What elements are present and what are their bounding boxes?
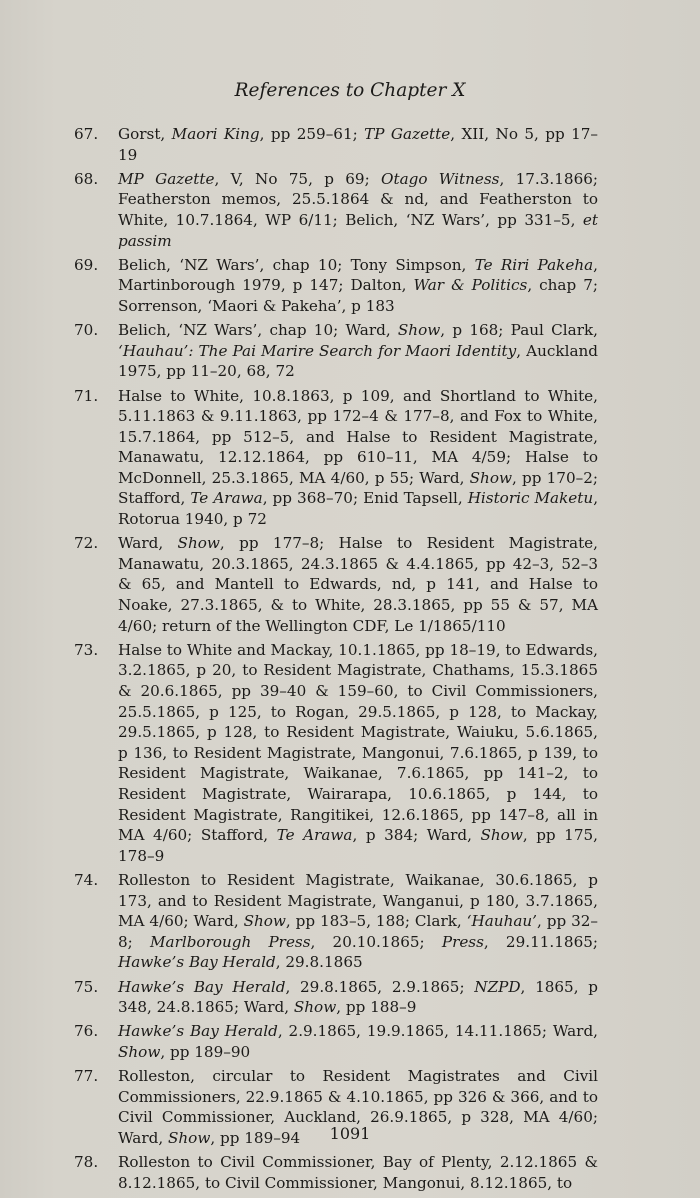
reference-text xyxy=(118,320,598,382)
reference-item xyxy=(74,640,598,867)
reference-number: 70. xyxy=(74,321,99,340)
reference-item xyxy=(74,977,598,1018)
reference-segment: , Auckland 1975, pp 11–20, 68, 72 xyxy=(118,341,598,381)
reference-segment: , 29.11.1865; xyxy=(483,932,599,951)
reference-text xyxy=(118,124,598,165)
italic-title: Historic Maketu xyxy=(467,489,594,508)
reference-number: 74. xyxy=(74,870,99,889)
reference-segment: , pp 32–8; xyxy=(118,912,598,951)
italic-title: ‘Hauhau’ xyxy=(466,912,538,931)
reference-text xyxy=(118,255,598,317)
reference-item xyxy=(74,870,598,973)
reference-segment: , 17.3.1866; Featherston memos, 25.5.1864 & nd, and Featherston to White, 10.7.1864, WP 6/11; Belich, ‘NZ Wars’, pp 331–5, xyxy=(118,169,599,229)
reference-number: 67. xyxy=(74,125,99,143)
italic-title: Te Arawa xyxy=(190,489,263,508)
italic-title: ‘Hauhau’: The Pai Marire Search for Maori Identity xyxy=(118,341,517,360)
reference-segment: Gorst, xyxy=(118,125,172,143)
reference-segment: , p 384; Ward, xyxy=(352,826,481,845)
reference-number: 73. xyxy=(74,640,99,659)
reference-segment: , 29.8.1865 xyxy=(275,953,363,972)
reference-item xyxy=(74,124,598,165)
reference-segment: Halse to White, 10.8.1863, p 109, and Shortland to White, 5.11.1863 & 9.11.1863, pp 172–4 & 177–8, and Fox to White, 15.7.1864, pp 512–5, and Halse to Resident Magistrate, Manawatu, 12.12.1864, pp 610–11, MA 4/59; Halse to McDonnell, 25.3.1865, MA 4/60, p 55; Ward, xyxy=(118,386,598,487)
italic-title: War & Politics xyxy=(413,276,528,295)
reference-text xyxy=(118,977,598,1018)
italic-title: MP Gazette xyxy=(118,169,215,188)
reference-text xyxy=(118,870,598,973)
italic-title: Press xyxy=(441,932,484,951)
italic-title: TP Gazette xyxy=(364,125,451,143)
italic-title: Te Riri Pakeha xyxy=(474,255,594,274)
reference-segment: , 1865, p 348, 24.8.1865; Ward, xyxy=(118,977,598,1017)
reference-segment: Ward, xyxy=(118,534,178,553)
reference-segment: , pp 189–90 xyxy=(160,1042,251,1061)
italic-title: Otago Witness xyxy=(381,169,500,188)
reference-segment: , pp 177–8; Halse to Resident Magistrate, Manawatu, 20.3.1865, 24.3.1865 & 4.4.1865, pp 42–3, 52–3 & 65, and Mantell to Edwards, nd, p 141, and Halse to Noake, 27.3.1865, & to White, 28.3.1865, pp 55 & 57, MA 4/60; return of the Wellington CDF, Le 1/1865/110 xyxy=(118,534,598,635)
reference-segment: , pp 183–5, 188; Clark, xyxy=(285,912,467,931)
italic-title: Marlborough Press xyxy=(149,932,311,951)
page-heading: References to Chapter X xyxy=(234,80,466,101)
reference-number: 68. xyxy=(74,169,99,188)
reference-text xyxy=(118,1021,598,1062)
reference-segment: , Rotorua 1940, p 72 xyxy=(118,489,599,529)
reference-item xyxy=(74,255,598,317)
reference-segment: , pp 170–2; Stafford, xyxy=(118,468,599,508)
reference-item xyxy=(74,320,598,382)
page-number: 1091 xyxy=(329,1124,371,1143)
reference-segment: , V, No 75, p 69; xyxy=(214,169,382,188)
italic-title: NZPD xyxy=(474,977,521,996)
reference-segment: , Martinborough 1979, p 147; Dalton, xyxy=(118,255,598,295)
reference-segment: , pp 189–94 xyxy=(210,1128,301,1147)
reference-item xyxy=(74,1021,598,1062)
reference-number: 77. xyxy=(74,1067,99,1086)
reference-list xyxy=(74,124,598,1197)
reference-text xyxy=(118,640,598,867)
reference-segment: Halse to White and Mackay, 10.1.1865, pp 18–19, to Edwards, 3.2.1865, p 20, to Resident Magistrate, Chathams, 15.3.1865 & 20.6.1865, pp 39–40 & 159–60, to Civil Commissioners, 25.5.1865, p 125, to Rogan, 29.5.1865, p 128, to Mackay, 29.5.1865, p 128, to Resident Magistrate, Waiuku, 5.6.1865, p 136, to Resident Magistrate, Mangonui, 7.6.1865, p 139, to Resident Magistrate, Waikanae, 7.6.1865, pp 141–2, to Resident Magistrate, Wairarapa, 10.6.1865, p 144, to Resident Magistrate, Rangitikei, 12.6.1865, pp 147–8, all in MA 4/60; Stafford, xyxy=(118,640,598,845)
reference-text xyxy=(118,169,598,251)
reference-segment: , XII, No 5, pp 17–19 xyxy=(118,125,598,164)
italic-title: Hawke’s Bay Herald xyxy=(118,1022,278,1041)
reference-segment: Rolleston to Civil Commissioner, Bay of Plenty, 2.12.1865 & 8.12.1865, to Civil Commissioner, Mangonui, 8.12.1865, to xyxy=(118,1153,598,1192)
reference-segment: , p 168; Paul Clark, xyxy=(440,321,598,340)
reference-number: 69. xyxy=(74,255,99,274)
italic-title: Hawke’s Bay Herald xyxy=(118,977,286,996)
reference-segment: , pp 188–9 xyxy=(336,998,417,1017)
reference-item xyxy=(74,169,598,251)
reference-segment: Rolleston to Resident Magistrate, Waikanae, 30.6.1865, p 173, and to Resident Magistrate, Wanganui, p 180, 3.7.1865, MA 4/60; Ward, xyxy=(118,870,598,931)
italic-title: Show xyxy=(177,534,220,553)
reference-number: 75. xyxy=(74,977,99,996)
reference-segment: , 2.9.1865, 19.9.1865, 14.11.1865; Ward, xyxy=(277,1022,598,1041)
italic-title: Show xyxy=(167,1128,211,1147)
reference-item xyxy=(74,386,598,530)
reference-segment: , pp 368–70; Enid Tapsell, xyxy=(262,489,468,508)
italic-title: Te Arawa xyxy=(276,826,353,845)
reference-segment: , pp 175, 178–9 xyxy=(118,826,598,865)
reference-text xyxy=(118,386,598,530)
reference-number: 71. xyxy=(74,386,99,405)
reference-segment: , 20.10.1865; xyxy=(310,932,442,951)
reference-item xyxy=(74,533,598,636)
italic-title: et passim xyxy=(118,210,598,250)
italic-title: Show xyxy=(469,468,512,487)
reference-segment: , 29.8.1865, 2.9.1865; xyxy=(285,977,475,996)
reference-segment: Rolleston, circular to Resident Magistrates and Civil Commissioners, 22.9.1865 & 4.10.1865, pp 326 & 366, and to Civil Commissioner, Auckland, 26.9.1865, p 328, MA 4/60; Ward, xyxy=(118,1067,598,1147)
italic-title: Hawke’s Bay Herald xyxy=(118,953,276,972)
reference-text xyxy=(118,1152,598,1193)
reference-number: 76. xyxy=(74,1022,99,1041)
reference-segment: Belich, ‘NZ Wars’, chap 10; Tony Simpson, xyxy=(118,255,475,274)
reference-number: 78. xyxy=(74,1153,99,1172)
italic-title: Show xyxy=(397,321,441,340)
reference-item xyxy=(74,1152,598,1193)
reference-segment: , chap 7; Sorrenson, ‘Maori & Pakeha’, p 183 xyxy=(118,276,598,315)
italic-title: Show xyxy=(118,1042,161,1061)
italic-title: Show xyxy=(480,826,523,845)
reference-segment: Belich, ‘NZ Wars’, chap 10; Ward, xyxy=(118,321,398,340)
italic-title: Show xyxy=(243,912,286,931)
reference-text xyxy=(118,533,598,636)
italic-title: Show xyxy=(293,998,337,1017)
italic-title: Maori King xyxy=(171,125,260,143)
reference-segment: , pp 259–61; xyxy=(259,125,365,143)
reference-number: 72. xyxy=(74,534,99,553)
